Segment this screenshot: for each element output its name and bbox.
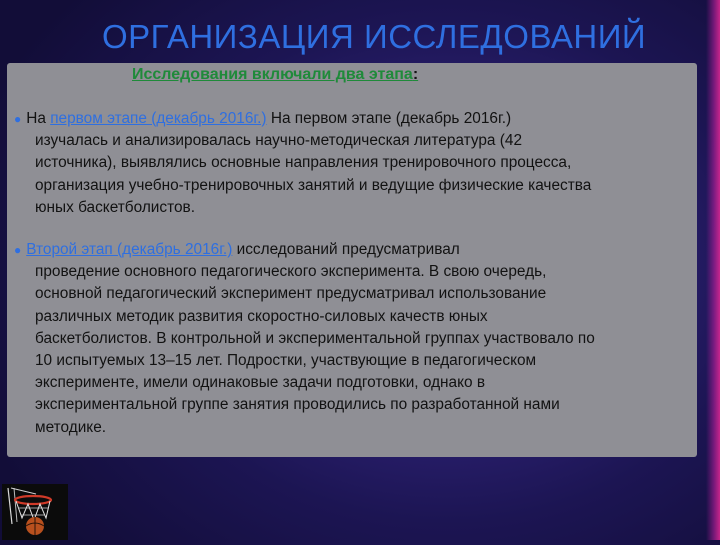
stage-1-link[interactable]: первом этапе (декабрь 2016г.) <box>50 110 267 127</box>
paragraph-line <box>14 239 690 261</box>
paragraph-line: методике. <box>35 418 107 436</box>
paragraph-stage-2 <box>14 239 690 439</box>
paragraph-line <box>14 108 690 130</box>
paragraph-line-text: исследований предусматривал <box>232 241 460 258</box>
paragraph-line: баскетболистов. В контрольной и экспериментальной группах участвовало по <box>35 329 595 347</box>
paragraph-line-text: На первом этапе (декабрь 2016г.) <box>266 110 512 127</box>
paragraph-line: организация учебно-тренировочных занятий и ведущие физические качества <box>35 176 592 194</box>
paragraph-line: эксперименте, имели одинаковые задачи подготовки, однако в <box>35 374 486 392</box>
paragraph-line: изучалась и анализировалась научно-методическая литература (42 <box>35 132 522 150</box>
slide-edge-glow <box>706 0 720 540</box>
stage-2-link[interactable]: Второй этап (декабрь 2016г.) <box>26 241 233 258</box>
paragraph-line: источника), выявлялись основные направления тренировочного процесса, <box>35 154 572 172</box>
subtitle-colon: : <box>412 66 419 83</box>
bullet-icon: ● <box>14 243 22 257</box>
paragraph-line: различных методик развития скоростно-силовых качеств юных <box>35 307 488 325</box>
slide-subtitle <box>132 66 418 84</box>
paragraph-line: проведение основного педагогического эксперимента. В свою очередь, <box>35 263 547 281</box>
subtitle-text: Исследования включали два этапа <box>132 66 413 83</box>
basketball-hoop-graphic <box>2 484 68 540</box>
paragraph-line: 10 испытуемых 13–15 лет. Подростки, участвующие в педагогическом <box>35 352 537 370</box>
slide-title: ОРГАНИЗАЦИЯ ИССЛЕДОВАНИЙ <box>102 18 647 55</box>
paragraph-line: юных баскетболистов. <box>35 198 195 216</box>
paragraph-stage-1 <box>14 108 690 219</box>
paragraph-line: экспериментальной группе занятия проводились по разработанной нами <box>35 396 560 414</box>
bullet-icon: ● <box>14 112 22 126</box>
paragraph-line: основной педагогический эксперимент предусматривал использование <box>35 285 547 303</box>
basketball-hoop-icon <box>2 484 68 540</box>
paragraph-lead: На <box>26 110 51 127</box>
